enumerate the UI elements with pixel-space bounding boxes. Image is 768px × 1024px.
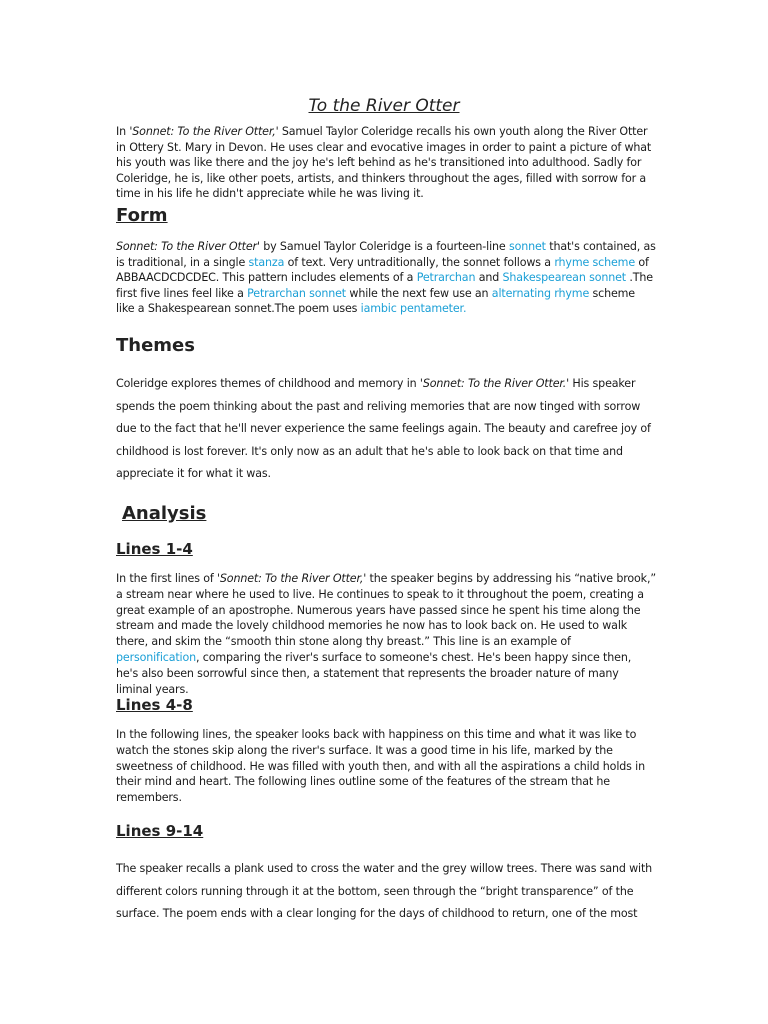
lines-1-4-text-1: In the first lines of <box>116 572 218 585</box>
form-paragraph <box>116 239 656 317</box>
themes-poem-title: 'Sonnet: To the River Otter.' <box>419 377 570 390</box>
link-rhyme-scheme[interactable]: rhyme scheme <box>554 255 636 269</box>
form-text-3: of text. Very untraditionally, the sonnet follows a <box>284 255 555 269</box>
form-text-7: while the next few use an <box>346 286 492 300</box>
lines-4-8-heading: Lines 4-8 <box>116 696 193 714</box>
lines-9-14-heading: Lines 9-14 <box>116 822 204 840</box>
form-text-8: scheme like a Shakespearean sonnet.The poem uses <box>116 286 635 316</box>
themes-text-1: Coleridge explores themes of childhood and memory in <box>116 377 420 390</box>
themes-heading: Themes <box>116 335 195 356</box>
link-iambic-pentameter[interactable]: iambic pentameter. <box>360 302 467 316</box>
link-stanza[interactable]: stanza <box>248 255 285 269</box>
form-poem-title: Sonnet: To the River Otter' <box>116 240 260 253</box>
link-personification[interactable]: personification <box>116 650 196 664</box>
intro-paragraph <box>116 124 656 202</box>
intro-poem-title: 'Sonnet: To the River Otter,' <box>129 125 279 138</box>
lines-1-4-text-3: , comparing the river's surface to someone's chest. He's been happy since then, he's also been sorrowful since then, a statement that represents the broader nature of many liminal years. <box>116 650 632 696</box>
form-text-2: that's contained, as is traditional, in a single <box>116 240 656 269</box>
intro-text-2: Samuel Taylor Coleridge recalls his own youth along the River Otter in Ottery St. Mary in Devon. He uses clear and evocative images in order to paint a picture of what his youth was like there and the joy he's left behind as he's transitioned into adulthood. Sadly for Coleridge, he is, like other poets, artists, and thinkers throughout the ages, filled with sorrow for a time in his life he didn't appreciate while he was living it. <box>116 125 652 201</box>
link-petrarchan[interactable]: Petrarchan <box>416 271 476 285</box>
analysis-heading: Analysis <box>122 503 207 524</box>
link-sonnet[interactable]: sonnet <box>508 240 546 253</box>
form-text-5: and <box>475 271 503 285</box>
link-shakespearean-sonnet[interactable]: Shakespearean sonnet <box>502 271 626 285</box>
link-alternating-rhyme[interactable]: alternating rhyme <box>491 286 590 300</box>
lines-1-4-poem-title: 'Sonnet: To the River Otter,' <box>217 572 367 585</box>
lines-9-14-paragraph: The speaker recalls a plank used to cross the water and the grey willow trees. There was sand with different colors running through it at the bottom, seen through the “bright transparence” of the surface. The poem ends with a clear longing for the days of childhood to return, one of the most <box>116 862 653 920</box>
form-text-1: by Samuel Taylor Coleridge is a fourteen-line <box>259 240 509 253</box>
lines-1-4-paragraph <box>116 571 656 697</box>
document-title: To the River Otter <box>308 96 460 116</box>
themes-paragraph <box>116 373 656 486</box>
form-heading: Form <box>116 205 168 226</box>
lines-4-8-paragraph: In the following lines, the speaker looks back with happiness on this time and what it was like to watch the stones skip along the river's surface. It was a good time in his life, marked by the sweetness of childhood. He was filled with youth then, and with all the aspirations a child holds in their mind and heart. The following lines outline some of the features of the stream that he remembers. <box>116 728 645 805</box>
form-text-4: of ABBAACDCDCDEC. This pattern includes elements of a <box>116 255 649 285</box>
link-petrarchan-sonnet[interactable]: Petrarchan sonnet <box>247 286 347 300</box>
themes-text-2: His speaker spends the poem thinking about the past and reliving memories that are now tinged with sorrow due to the fact that he'll never experience the same feelings again. The beauty and carefree joy of childhood is lost forever. It's only now as an adult that he's able to look back on that time and appreciate it for what it was. <box>116 377 651 480</box>
lines-1-4-heading: Lines 1-4 <box>116 540 193 558</box>
intro-text-1: In <box>116 125 130 138</box>
lines-1-4-text-2: the speaker begins by addressing his “native brook,” a stream near where he used to live. He continues to speak to it throughout the poem, creating a great example of an apostrophe. Numerous years have passed since he spent his time along the stream and made the lovely childhood memories he now has to look back on. He used to walk there, and skim the “smooth thin stone along thy breast.” This line is an example of <box>116 572 656 649</box>
form-text-6: .The first five lines feel like a <box>116 271 653 300</box>
